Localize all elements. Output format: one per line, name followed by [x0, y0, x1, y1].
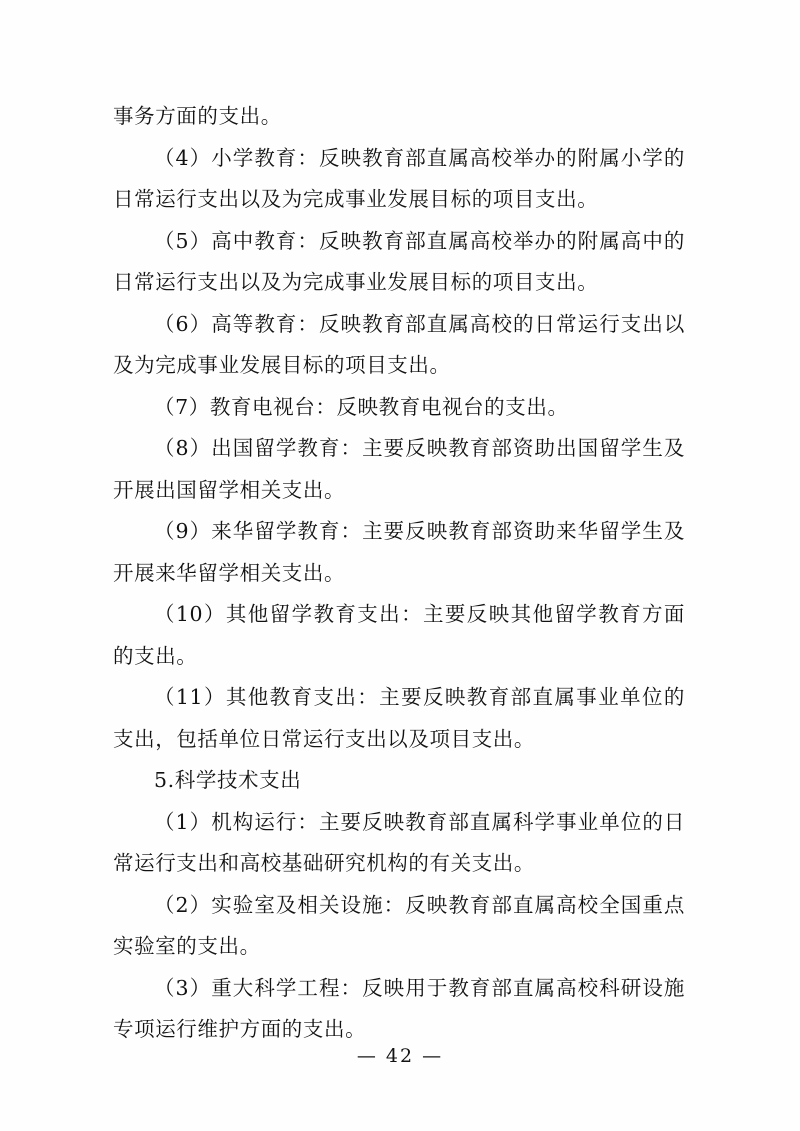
- paragraph: （2）实验室及相关设施：反映教育部直属高校全国重点实验室的支出。: [113, 892, 685, 958]
- paragraph: （10）其他留学教育支出：主要反映其他留学教育方面的支出。: [113, 602, 685, 668]
- paragraph: （6）高等教育：反映教育部直属高校的日常运行支出以及为完成事业发展目标的项目支出。: [113, 311, 685, 377]
- paragraph: （7）教育电视台：反映教育电视台的支出。: [154, 394, 569, 419]
- paragraph: （3）重大科学工程：反映用于教育部直属高校科研设施专项运行维护方面的支出。: [113, 975, 685, 1041]
- page-number: — 42 —: [356, 1045, 444, 1067]
- section-heading: 5.科学技术支出: [154, 768, 302, 792]
- paragraph: （8）出国留学教育：主要反映教育部资助出国留学生及开展出国留学相关支出。: [113, 436, 685, 502]
- paragraph: （5）高中教育：反映教育部直属高校举办的附属高中的日常运行支出以及为完成事业发展目标的项目支出。: [113, 228, 685, 294]
- paragraph: （9）来华留学教育：主要反映教育部资助来华留学生及开展来华留学相关支出。: [113, 519, 685, 585]
- paragraph: （1）机构运行：主要反映教育部直属科学事业单位的日常运行支出和高校基础研究机构的有关支出。: [113, 809, 685, 875]
- paragraph: （11）其他教育支出：主要反映教育部直属事业单位的支出，包括单位日常运行支出以及项目支出。: [113, 685, 685, 751]
- paragraph: 事务方面的支出。: [113, 104, 282, 128]
- paragraph: （4）小学教育：反映教育部直属高校举办的附属小学的日常运行支出以及为完成事业发展目标的项目支出。: [113, 145, 685, 211]
- page-body: [113, 96, 685, 1051]
